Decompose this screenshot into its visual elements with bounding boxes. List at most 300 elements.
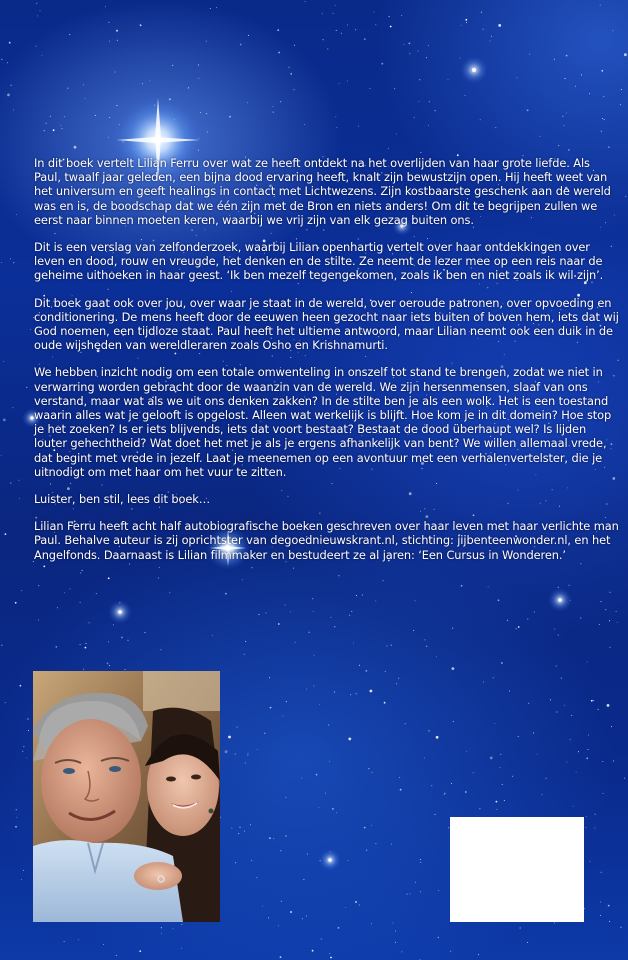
star	[60, 125, 61, 126]
star	[210, 8, 211, 9]
blurb-paragraph: In dit boek vertelt Lilian Ferru over wat ze heeft ontdekt na het overlijden van haar grote liefde. Als Paul, twaalf jaar geleden, een bijna dood ervaring heeft, knalt zijn bewustzijn open. Hij heeft weet van het universum en geeft healings in contact met Lichtwezens. Zijn kostbaarste geschenk aan de wereld was en is, de boodschap dat we één zijn met de Bron en niets anders! Om dit te begrijpen zullen we eerst naar binnen moeten keren, waarbij we vrij zijn van elk gezag buiten ons.	[34, 156, 611, 227]
star	[28, 730, 29, 731]
star	[516, 77, 517, 78]
star	[396, 683, 397, 684]
star	[80, 602, 81, 603]
star	[306, 689, 307, 690]
star	[371, 825, 372, 826]
star	[617, 622, 618, 623]
bright-star	[319, 849, 341, 871]
star	[570, 739, 571, 740]
star	[566, 55, 568, 57]
star	[13, 262, 14, 263]
star	[259, 614, 260, 615]
star	[237, 727, 238, 728]
star	[413, 630, 414, 631]
star	[518, 626, 520, 628]
star	[420, 152, 421, 153]
star	[10, 483, 11, 484]
star	[567, 762, 568, 763]
star	[620, 104, 621, 105]
star	[405, 723, 406, 724]
star	[558, 587, 559, 588]
star	[198, 65, 199, 66]
star	[225, 750, 228, 753]
star	[96, 593, 97, 594]
star	[613, 761, 614, 762]
star	[44, 130, 45, 131]
star	[338, 575, 339, 576]
star	[22, 751, 23, 752]
star	[242, 579, 243, 580]
star	[319, 807, 320, 808]
star	[206, 41, 207, 42]
star	[387, 646, 388, 647]
star	[216, 7, 217, 8]
star	[113, 624, 114, 625]
star	[392, 923, 393, 924]
star	[281, 901, 282, 902]
star	[566, 112, 567, 113]
star	[589, 861, 590, 862]
star	[15, 602, 17, 604]
star	[608, 905, 610, 907]
star	[235, 754, 236, 755]
bright-star	[108, 600, 132, 624]
star	[305, 1, 306, 2]
back-cover-text	[34, 156, 620, 575]
star	[601, 601, 602, 602]
star	[3, 361, 4, 362]
star	[431, 785, 432, 786]
star	[428, 45, 429, 46]
star	[181, 924, 182, 925]
star	[518, 736, 519, 737]
star	[172, 928, 173, 929]
star	[496, 801, 498, 803]
star	[603, 793, 604, 794]
star	[139, 950, 141, 952]
star	[26, 758, 27, 759]
star	[161, 933, 162, 934]
star	[401, 951, 402, 952]
star	[262, 906, 263, 907]
star	[285, 797, 286, 798]
star	[62, 128, 63, 129]
star	[307, 854, 308, 855]
star	[5, 702, 6, 703]
star	[527, 942, 528, 943]
star	[26, 387, 27, 388]
star	[30, 329, 31, 330]
star	[465, 19, 467, 21]
author-photo	[33, 671, 220, 922]
star	[394, 88, 395, 89]
star	[294, 89, 295, 90]
star	[452, 628, 453, 629]
star	[490, 40, 491, 41]
star	[395, 931, 396, 932]
star	[375, 24, 376, 25]
star	[493, 677, 494, 678]
star	[351, 611, 352, 612]
star	[200, 112, 201, 113]
star	[89, 622, 90, 623]
star	[496, 809, 497, 810]
star	[389, 16, 390, 17]
star	[312, 950, 314, 952]
star	[244, 654, 245, 655]
star	[50, 116, 51, 117]
star	[375, 843, 376, 844]
star	[479, 808, 480, 809]
star	[556, 712, 557, 713]
star	[391, 645, 392, 646]
star	[520, 928, 521, 929]
bright-star	[548, 588, 572, 612]
star	[116, 105, 117, 106]
star	[571, 715, 572, 716]
star	[460, 58, 461, 59]
star	[426, 646, 427, 647]
star	[451, 783, 452, 784]
star	[109, 665, 110, 666]
star	[161, 927, 162, 928]
star	[573, 806, 574, 807]
star	[7, 94, 10, 97]
star	[336, 812, 337, 813]
star	[278, 623, 280, 625]
star	[444, 793, 445, 794]
star	[11, 85, 12, 86]
star	[507, 620, 508, 621]
star	[306, 916, 307, 917]
star	[609, 921, 610, 922]
star	[353, 643, 354, 644]
star	[27, 718, 29, 720]
star	[95, 115, 96, 116]
star	[328, 725, 329, 726]
blurb-tagline: Luister, ben stil, lees dit boek…	[34, 492, 211, 507]
star	[108, 137, 109, 138]
star	[616, 611, 617, 612]
star	[542, 794, 543, 795]
star	[36, 46, 37, 47]
star	[13, 407, 14, 408]
star	[329, 761, 330, 762]
star	[604, 119, 605, 120]
star	[64, 592, 65, 593]
star	[256, 877, 257, 878]
star	[593, 700, 594, 701]
star	[1, 59, 2, 60]
star	[278, 925, 279, 926]
star	[245, 641, 246, 642]
star	[466, 22, 467, 23]
star	[338, 927, 340, 929]
star	[575, 86, 576, 87]
star	[55, 646, 57, 648]
star	[436, 736, 439, 739]
star	[304, 124, 305, 125]
star	[395, 942, 396, 943]
star	[509, 691, 510, 692]
star	[181, 948, 182, 949]
star	[85, 98, 86, 99]
star	[554, 922, 555, 923]
star	[341, 33, 342, 34]
star	[330, 957, 332, 959]
star	[116, 955, 117, 956]
star	[86, 643, 87, 644]
star	[414, 117, 415, 118]
star	[115, 72, 116, 73]
star	[244, 831, 245, 832]
star	[21, 879, 22, 880]
star	[500, 754, 501, 755]
star	[85, 647, 87, 649]
star	[368, 768, 369, 769]
star	[358, 126, 359, 127]
star	[312, 598, 313, 599]
star	[564, 705, 565, 706]
star	[303, 879, 304, 880]
star	[366, 670, 368, 672]
star	[585, 827, 586, 828]
star	[283, 716, 284, 717]
star	[40, 10, 41, 11]
blurb-paragraph: Dit is een verslag van zelfonderzoek, waarbij Lilian openhartig vertelt over haar ontdekkingen over leven en dood, rouw en vreugde, het denken en de stilte. Ze neemt de lezer mee op een reis naar de geheime uithoeken in haar geest. ‘Ik ben mezelf tegengekomen, zoals ik ben en niet zoals ik wil zijn’.	[34, 240, 604, 283]
star	[270, 707, 272, 709]
star	[483, 29, 484, 30]
star	[117, 40, 118, 41]
star	[568, 149, 570, 151]
star	[438, 890, 439, 891]
star	[158, 578, 159, 579]
star	[309, 632, 310, 633]
star	[13, 109, 14, 110]
star	[273, 838, 274, 839]
star	[57, 607, 58, 608]
star	[370, 690, 373, 693]
star	[591, 700, 593, 702]
star	[527, 109, 529, 111]
star	[424, 757, 425, 758]
star	[23, 746, 24, 747]
star	[70, 588, 71, 589]
blurb-paragraph: We hebben inzicht nodig om een totale omwenteling in onszelf tot stand te brengen, zodat we niet in verwarring worden gebracht door de waanzin van de wereld. We zijn hersenmensen, slaaf van ons verstand, maar wat als we uit ons denken zakken? In de stilte ben je als een wolk. Het is een toestand waarin alles wat je gelooft is opgelost. Alleen wat werkelijk is blijft. Hoe kom je in dit domein? Hoe stop je het zoeken? Is er iets blijvends, iets dat voort bestaat? Bestaat de dood überhaupt wel? Is lijden louter gehechtheid? Wat doet het met je als je ergens afhankelijk van bent? We willen allemaal vrede, dat begint met vrede in jezelf. Laat je meenemen op een avontuur met een verhalenvertelster, die je uitnodigt om met haar om het vuur te zitten.	[34, 365, 612, 479]
star	[302, 918, 303, 919]
star	[330, 617, 331, 618]
star	[578, 751, 579, 752]
star	[334, 626, 335, 627]
star	[385, 671, 386, 672]
star	[504, 800, 505, 801]
star	[581, 74, 582, 75]
star	[128, 640, 129, 641]
star	[607, 704, 610, 707]
star	[290, 911, 292, 913]
star	[248, 753, 249, 754]
star	[371, 923, 372, 924]
star	[290, 73, 292, 75]
star	[461, 25, 462, 26]
star	[245, 762, 246, 763]
star	[556, 666, 557, 667]
star	[348, 738, 351, 741]
star	[415, 600, 416, 601]
star	[313, 611, 314, 612]
star	[145, 632, 146, 633]
star	[347, 81, 348, 82]
star	[238, 833, 239, 834]
star	[609, 620, 610, 621]
star	[558, 145, 559, 146]
star	[466, 751, 467, 752]
star	[333, 13, 334, 14]
star	[602, 118, 603, 119]
star	[500, 767, 501, 768]
star	[450, 951, 451, 952]
star	[248, 35, 249, 36]
star	[46, 123, 47, 124]
star	[105, 6, 106, 7]
star	[600, 915, 601, 916]
star	[316, 774, 318, 776]
star	[83, 669, 84, 670]
star	[356, 595, 357, 596]
star	[142, 83, 143, 84]
star	[364, 827, 366, 829]
star	[588, 735, 589, 736]
star	[598, 709, 599, 710]
star	[1, 455, 2, 456]
star	[301, 778, 302, 779]
star	[321, 939, 322, 940]
star	[438, 937, 439, 938]
star	[347, 25, 348, 26]
star	[10, 258, 11, 259]
star	[534, 612, 535, 613]
star	[580, 618, 581, 619]
star	[295, 642, 296, 643]
blurb-paragraph: Dit boek gaat ook over jou, over waar je staat in de wereld, over oeroude patronen, over opvoeding en conditionering. De mens heeft door de eeuwen heen gezocht naar iets buiten of boven hem, iets dat wij God noemen, een tijdloze staat. Paul heeft het ultieme antwoord, maar Lilian neemt ook een duik in de oude wijsheden van wereldleraren zoals Osho en Krishnamurti.	[34, 295, 619, 353]
star	[420, 862, 421, 863]
star	[323, 39, 324, 40]
star	[285, 605, 286, 606]
star	[41, 55, 42, 56]
star	[313, 685, 314, 686]
star	[1, 645, 2, 646]
star	[78, 939, 79, 940]
star	[561, 678, 562, 679]
star	[537, 754, 538, 755]
star	[273, 112, 274, 113]
star	[108, 641, 109, 642]
author-bio: Lilian Ferru heeft acht half autobiografische boeken geschreven over haar leven met haar verlichte man Paul. Behalve auteur is zij oprichtster van degoednieuwskrant.nl, stichting: jijbenteenwonder.nl, en het Angelfonds. Daarnaast is Lilian filmmaker en bestudeert ze al jaren: ‘Een Cursus in Wonderen.’	[34, 519, 619, 562]
star	[586, 816, 587, 817]
star	[172, 65, 173, 66]
star	[336, 30, 337, 31]
star	[588, 749, 589, 750]
star	[461, 585, 463, 587]
star	[325, 793, 326, 794]
star	[355, 901, 357, 903]
star	[280, 956, 282, 958]
star	[565, 78, 566, 79]
star	[502, 784, 503, 785]
star	[448, 79, 449, 80]
star	[247, 755, 248, 756]
star	[594, 828, 595, 829]
star	[495, 127, 496, 128]
star	[546, 778, 547, 779]
star	[409, 43, 411, 45]
star	[501, 662, 503, 664]
star	[67, 88, 68, 89]
star	[620, 927, 622, 929]
star	[198, 78, 199, 79]
star	[280, 850, 281, 851]
star	[23, 870, 24, 871]
star	[15, 826, 17, 828]
star	[601, 70, 603, 72]
star	[107, 663, 109, 665]
star	[608, 146, 610, 148]
star	[435, 110, 436, 111]
star	[251, 860, 252, 861]
star	[140, 24, 142, 26]
star	[286, 701, 287, 702]
star	[74, 146, 77, 149]
star	[229, 116, 231, 118]
star	[452, 667, 455, 670]
star	[225, 593, 227, 595]
star	[359, 665, 360, 666]
star	[240, 44, 242, 46]
star	[473, 772, 474, 773]
star	[435, 814, 436, 815]
star	[334, 692, 335, 693]
star	[289, 67, 290, 68]
star	[121, 637, 123, 639]
star	[278, 52, 280, 54]
star	[490, 757, 493, 760]
star	[584, 908, 585, 909]
star	[188, 88, 189, 89]
star	[319, 704, 320, 705]
star	[16, 817, 17, 818]
star	[465, 791, 467, 793]
star	[610, 647, 611, 648]
star	[3, 419, 6, 422]
star	[398, 678, 399, 679]
star	[362, 595, 363, 596]
star	[494, 723, 495, 724]
star	[372, 772, 373, 773]
star	[611, 726, 612, 727]
star	[64, 941, 65, 942]
star	[355, 29, 356, 30]
star	[373, 11, 374, 12]
star	[428, 730, 430, 732]
star	[231, 828, 232, 829]
star	[247, 102, 248, 103]
star	[586, 757, 588, 759]
star	[108, 577, 110, 579]
star	[396, 133, 397, 134]
star	[36, 3, 37, 4]
